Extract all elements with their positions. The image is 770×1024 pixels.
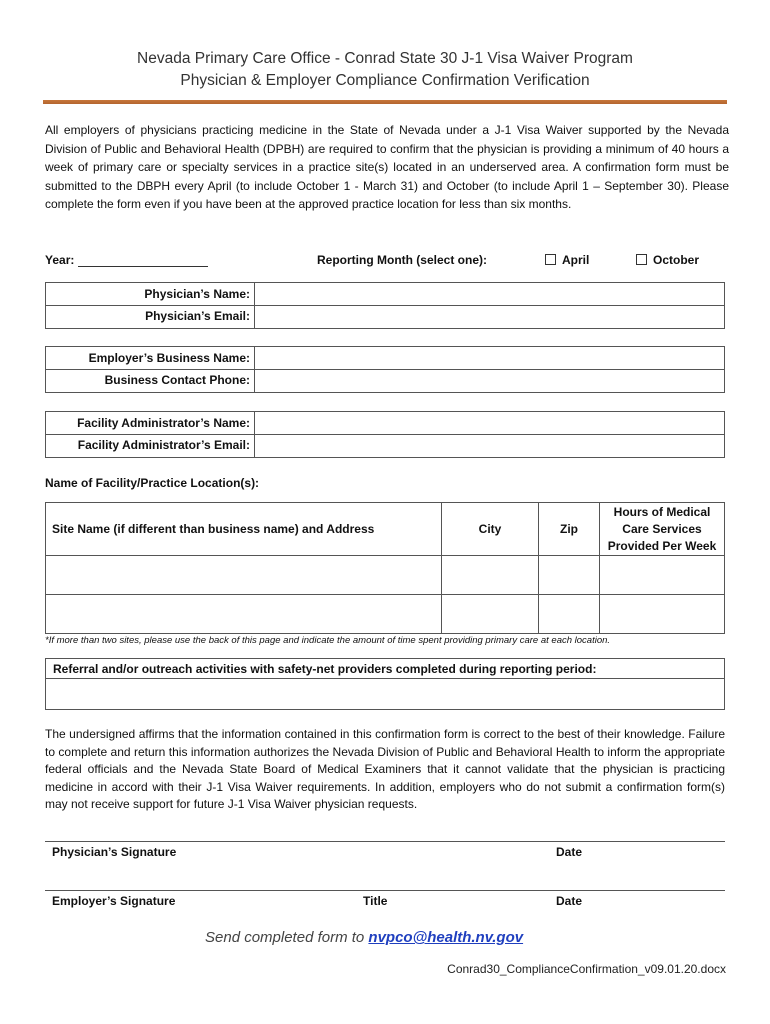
locations-table [45, 502, 725, 634]
affirmation-paragraph: The undersigned affirms that the information contained in this confirmation form is correct to the best of their knowledge. Failure to complete and return this information authorizes the Nevada Division of Public and Behavioral Health to inform the appropriate federal officials and the Nevada State Board of Medical Examiners that it cannot validate that the physician is practicing medicine in accord with their J-1 Visa Waiver requirements. In addition, employers who do not submit a confirmation form(s) may not receive support for future J-1 Visa Waiver physician requests. [45, 727, 725, 812]
locations-footnote: *If more than two sites, please use the back of this page and indicate the amount of time spent providing primary care at each location. [45, 635, 611, 646]
date-label: Date [556, 845, 583, 859]
title-label: Title [363, 894, 388, 908]
table-row [46, 595, 725, 634]
facility-admin-box [45, 411, 725, 458]
hours-cell[interactable] [600, 595, 725, 634]
zip-cell[interactable] [539, 556, 600, 595]
employer-box [45, 346, 725, 393]
site-cell[interactable] [46, 595, 442, 634]
date-label: Date [556, 894, 583, 908]
email-link[interactable]: nvpco@health.nv.gov [368, 929, 524, 946]
year-label: Year: [45, 253, 75, 267]
table-row [46, 556, 725, 595]
hours-cell[interactable] [600, 556, 725, 595]
admin-name-label: Facility Administrator’s Name: [46, 412, 255, 435]
locations-heading: Name of Facility/Practice Location(s): [45, 476, 260, 490]
april-checkbox[interactable] [545, 253, 589, 267]
april-checkbox-box[interactable] [545, 254, 556, 265]
physician-signature-label: Physician’s Signature [52, 845, 177, 859]
table-header-row [46, 503, 725, 556]
admin-email-field[interactable] [256, 434, 724, 457]
intro-paragraph: All employers of physicians practicing medicine in the State of Nevada under a J-1 Visa Waiver supported by the Nevada Division of Public and Behavioral Health (DPBH) are required to confirm that the physician is providing a minimum of 40 hours a week of primary care or specialty services in a practice site(s) located in an underserved area. A confirmation form must be submitted to the DBPH every April (to include October 1 - March 31) and October (to include April 1 – September 30). Please complete the form even if you have been at the approved practice location for less than six months. [45, 123, 729, 212]
referral-label: Referral and/or outreach activities with safety-net providers completed during reporting period: [53, 662, 597, 676]
zip-cell[interactable] [539, 595, 600, 634]
physician-name-label: Physician’s Name: [46, 283, 255, 306]
year-input[interactable] [78, 252, 208, 267]
header-divider [43, 100, 727, 104]
admin-email-label: Facility Administrator’s Email: [46, 434, 255, 457]
send-instructions [205, 929, 523, 946]
admin-name-field[interactable] [256, 412, 724, 435]
send-text: Send completed form to [205, 929, 369, 946]
business-phone-label: Business Contact Phone: [46, 369, 255, 392]
city-cell[interactable] [442, 556, 539, 595]
column-header-site: Site Name (if different than business name) and Address [46, 503, 442, 556]
business-phone-field[interactable] [256, 369, 724, 392]
form-subtitle: Physician & Employer Compliance Confirmation Verification [180, 72, 590, 89]
column-header-zip: Zip [539, 503, 600, 556]
physician-email-label: Physician’s Email: [46, 305, 255, 328]
reporting-month-label: Reporting Month (select one): [317, 253, 487, 267]
employer-business-label: Employer’s Business Name: [46, 347, 255, 370]
city-cell[interactable] [442, 595, 539, 634]
file-name: Conrad30_ComplianceConfirmation_v09.01.20.docx [447, 962, 726, 976]
column-header-city: City [442, 503, 539, 556]
physician-name-field[interactable] [256, 283, 724, 306]
physician-signature-line[interactable] [45, 841, 725, 842]
column-header-hours: Hours of Medical Care Services Provided Per Week [600, 503, 725, 556]
employer-signature-line[interactable] [45, 890, 725, 891]
employer-signature-label: Employer’s Signature [52, 894, 176, 908]
site-cell[interactable] [46, 556, 442, 595]
employer-business-field[interactable] [256, 347, 724, 370]
october-label: October [653, 253, 700, 267]
referral-box [45, 658, 725, 710]
october-checkbox-box[interactable] [636, 254, 647, 265]
october-checkbox[interactable] [636, 253, 699, 267]
april-label: April [562, 253, 590, 267]
form-title: Nevada Primary Care Office - Conrad State 30 J-1 Visa Waiver Program [137, 50, 633, 67]
physician-box [45, 282, 725, 329]
physician-email-field[interactable] [256, 305, 724, 328]
referral-field[interactable] [46, 679, 724, 709]
